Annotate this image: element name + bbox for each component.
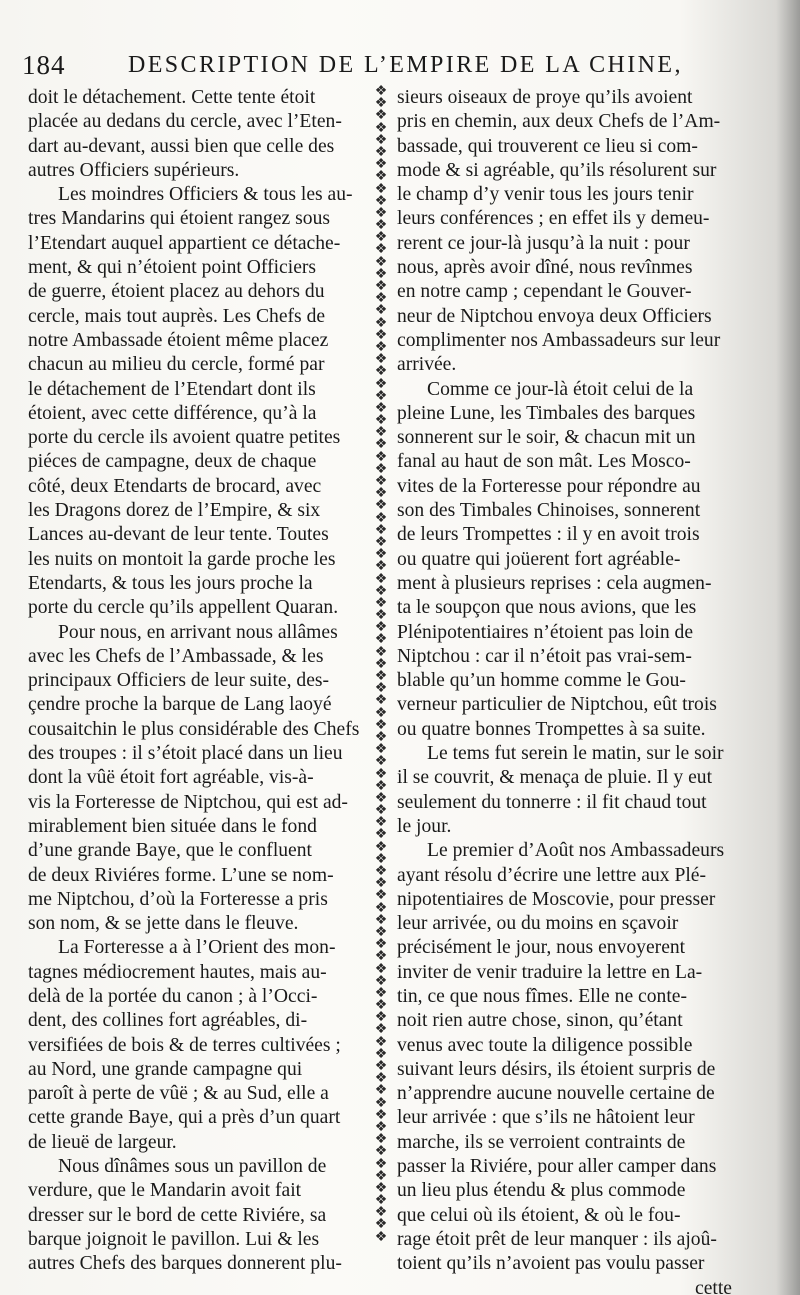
- text-line: mode & si agréable, qu’ils résolurent sur: [397, 159, 717, 181]
- text-line: nous, après avoir dîné, nous revînmes: [397, 257, 693, 279]
- text-line: arrivée.: [397, 354, 457, 376]
- fleuron-ornament: ❖: [374, 632, 388, 648]
- fleuron-ornament: ❖: [374, 1034, 388, 1050]
- text-line: au Nord, une grande campagne qui: [28, 1058, 303, 1080]
- fleuron-ornament: ❖: [374, 157, 388, 173]
- fleuron-ornament: ❖: [374, 681, 388, 697]
- text-line: leur arrivée : que s’ils ne hâtoient leur: [397, 1107, 695, 1129]
- text-line: tagnes médiocrement hautes, mais au-: [28, 961, 327, 983]
- fleuron-ornament: ❖: [374, 181, 388, 197]
- fleuron-ornament: ❖: [374, 303, 388, 319]
- fleuron-ornament: ❖: [374, 400, 388, 416]
- fleuron-ornament: ❖: [374, 510, 388, 526]
- fleuron-ornament: ❖: [374, 1022, 388, 1038]
- fleuron-ornament: ❖: [374, 352, 388, 368]
- fleuron-ornament: ❖: [374, 1217, 388, 1233]
- text-line: cousaitchin le plus considérable des Chefs: [28, 718, 360, 740]
- fleuron-ornament: ❖: [374, 1168, 388, 1184]
- text-line: fanal au haut de son mât. Les Mosco-: [397, 451, 691, 473]
- fleuron-ornament: ❖: [374, 973, 388, 989]
- fleuron-ornament: ❖: [374, 815, 388, 831]
- fleuron-ornament: ❖: [374, 1046, 388, 1062]
- text-line: tres Mandarins qui étoient rangez sous: [28, 208, 330, 230]
- text-line: doit le détachement. Cette tente étoit: [28, 87, 316, 108]
- fleuron-ornament: ❖: [374, 1156, 388, 1172]
- text-line: rage étoit prêt de leur manquer : ils ajoû-: [397, 1228, 717, 1250]
- text-line: ment, & qui n’étoient point Officiers: [28, 257, 317, 279]
- fleuron-ornament: ❖: [374, 230, 388, 246]
- fleuron-ornament: ❖: [374, 1107, 388, 1123]
- text-line: de lieuë de largeur.: [28, 1131, 177, 1153]
- text-line: côté, deux Etendarts de brocard, avec: [28, 475, 322, 497]
- text-line: rerent ce jour-là jusqu’à la nuit : pour: [397, 232, 690, 254]
- text-line: principaux Officiers de leur suite, des-: [28, 670, 330, 692]
- fleuron-ornament: ❖: [374, 1205, 388, 1221]
- fleuron-ornament: ❖: [374, 1059, 388, 1074]
- fleuron-ornament: ❖: [374, 96, 388, 112]
- fleuron-ornament: ❖: [374, 193, 388, 209]
- text-line: placée au dedans du cercle, avec l’Eten-: [28, 111, 342, 133]
- fleuron-ornament: ❖: [374, 766, 388, 782]
- catchword: cette: [695, 1277, 732, 1295]
- text-line: en notre camp ; cependant le Gouver-: [397, 281, 692, 303]
- fleuron-ornament: ❖: [374, 266, 388, 282]
- text-line: dart au-devant, aussi bien que celle des: [28, 135, 335, 157]
- text-line: versifiées de bois & de terres cultivées ;: [28, 1034, 341, 1056]
- fleuron-ornament: ❖: [374, 413, 388, 429]
- fleuron-ornament: ❖: [374, 656, 388, 672]
- fleuron-ornament: ❖: [374, 388, 388, 404]
- text-line: que celui où ils étoient, & où le fou-: [397, 1204, 681, 1226]
- text-line: porte du cercle qu’ils appellent Quaran.: [28, 597, 339, 619]
- fleuron-ornament: ❖: [374, 84, 388, 99]
- text-line: toient qu’ils n’avoient pas voulu passer: [397, 1253, 705, 1275]
- text-line: il se couvrit, & menaça de pluie. Il y eut: [397, 767, 713, 789]
- fleuron-ornament: ❖: [374, 985, 388, 1001]
- fleuron-ornament: ❖: [374, 912, 388, 928]
- text-line: delà de la portée du canon ; à l’Occi-: [28, 985, 318, 1007]
- right-column: [397, 86, 743, 1295]
- text-line: Etendarts, & tous les jours proche la: [28, 572, 313, 594]
- fleuron-ornament: ❖: [374, 717, 388, 733]
- fleuron-ornament: ❖: [374, 461, 388, 477]
- text-line: pleine Lune, les Timbales des barques: [397, 402, 696, 424]
- text-line: sieurs oiseaux de proye qu’ils avoient: [397, 87, 693, 108]
- text-line: un lieu plus étendu & plus commode: [397, 1180, 686, 1202]
- fleuron-ornament: ❖: [374, 1132, 388, 1148]
- text-line: tin, ce que nous fîmes. Elle ne conte-: [397, 985, 688, 1007]
- fleuron-ornament: ❖: [374, 254, 388, 270]
- fleuron-ornament: ❖: [374, 839, 388, 855]
- fleuron-ornament: ❖: [374, 1119, 388, 1135]
- fleuron-ornament: ❖: [374, 474, 388, 489]
- text-line: complimenter nos Ambassadeurs sur leur: [397, 329, 721, 351]
- text-line: autres Chefs des barques donnerent plu-: [28, 1253, 342, 1275]
- fleuron-ornament: ❖: [374, 827, 388, 843]
- text-line: son nom, & se jette dans le fleuve.: [28, 913, 299, 935]
- text-line: ta le soupçon que nous avions, que les: [397, 597, 697, 619]
- fleuron-ornament: ❖: [374, 1193, 388, 1209]
- text-line: cette grande Baye, qui a près d’un quart: [28, 1107, 341, 1129]
- fleuron-ornament: ❖: [374, 876, 388, 892]
- fleuron-ornament: ❖: [374, 608, 388, 624]
- text-line: ayant résolu d’écrire une lettre aux Plé-: [397, 864, 707, 886]
- text-line: marche, ils se verroient contraints de: [397, 1131, 686, 1153]
- text-line: çendre proche la barque de Lang laoyé: [28, 694, 332, 716]
- fleuron-ornament: ❖: [374, 376, 388, 392]
- text-line: verneur particulier de Niptchou, eût trois: [397, 694, 717, 716]
- fleuron-ornament: ❖: [374, 315, 388, 331]
- fleuron-ornament: ❖: [374, 120, 388, 136]
- fleuron-ornament: ❖: [374, 1083, 388, 1099]
- text-line: dresser sur le bord de cette Riviére, sa: [28, 1204, 327, 1226]
- fleuron-ornament: ❖: [374, 900, 388, 916]
- running-head: DESCRIPTION DE L’EMPIRE DE LA CHINE,: [128, 52, 683, 78]
- text-line: La Forteresse a à l’Orient des mon-: [58, 937, 336, 959]
- fleuron-ornament: ❖: [374, 169, 388, 185]
- text-line: autres Officiers supérieurs.: [28, 159, 240, 181]
- fleuron-ornament: ❖: [374, 742, 388, 758]
- fleuron-ornament: ❖: [374, 132, 388, 148]
- text-line: vites de la Forteresse pour répondre au: [397, 475, 701, 497]
- text-line: bassade, qui trouverent ce lieu si com-: [397, 135, 698, 157]
- text-line: barque joignoit le pavillon. Lui & les: [28, 1228, 320, 1250]
- text-line: dent, des collines fort agréables, di-: [28, 1010, 308, 1032]
- fleuron-ornament: ❖: [374, 778, 388, 794]
- text-line: suivant leurs désirs, ils étoient surpris de: [397, 1058, 716, 1080]
- text-line: piéces de campagne, deux de chaque: [28, 451, 317, 473]
- text-line: cercle, mais tout auprès. Les Chefs de: [28, 305, 326, 327]
- fleuron-ornament: ❖: [374, 693, 388, 709]
- page-number: 184: [22, 50, 66, 80]
- text-line: précisément le jour, nous envoyerent: [397, 937, 686, 959]
- text-line: verdure, que le Mandarin avoit fait: [28, 1180, 302, 1202]
- fleuron-ornament: ❖: [374, 498, 388, 514]
- fleuron-ornament: ❖: [374, 279, 388, 294]
- text-line: de guerre, étoient placez au dehors du: [28, 281, 325, 303]
- text-line: Niptchou : car il n’étoit pas vrai-sem-: [397, 645, 692, 667]
- fleuron-ornament: ❖: [374, 754, 388, 770]
- text-line: Le premier d’Août nos Ambassadeurs: [427, 840, 725, 862]
- text-line: chacun au milieu du cercle, formé par: [28, 354, 325, 376]
- text-line: inviter de venir traduire la lettre en La-: [397, 961, 703, 983]
- fleuron-ornament: ❖: [374, 961, 388, 977]
- fleuron-ornament: ❖: [374, 205, 388, 221]
- text-line: passer la Riviére, pour aller camper dans: [397, 1156, 717, 1178]
- text-line: le détachement de l’Etendart dont ils: [28, 378, 316, 400]
- fleuron-ornament: ❖: [374, 937, 388, 953]
- text-line: n’apprendre aucune nouvelle certaine de: [397, 1083, 715, 1105]
- text-line: Plénipotentiaires n’étoient pas loin de: [397, 621, 694, 643]
- fleuron-ornament: ❖: [374, 547, 388, 563]
- fleuron-ornament: ❖: [374, 620, 388, 636]
- fleuron-ornament: ❖: [374, 242, 388, 258]
- fleuron-ornament: ❖: [374, 559, 388, 575]
- fleuron-ornament: ❖: [374, 437, 388, 453]
- text-line: les nuits on montoit la garde proche les: [28, 548, 336, 570]
- text-line: ou quatre qui joüerent fort agréable-: [397, 548, 681, 570]
- fleuron-ornament: ❖: [374, 1144, 388, 1160]
- text-line: avec les Chefs de l’Ambassade, & les: [28, 645, 324, 667]
- text-line: ment à plusieurs reprises : cela augmen-: [397, 572, 712, 594]
- fleuron-ornament: ❖: [374, 888, 388, 904]
- text-line: Pour nous, en arrivant nous allâmes: [58, 621, 338, 643]
- text-line: d’une grande Baye, que le confluent: [28, 840, 312, 862]
- text-line: mirablement bien située dans le fond: [28, 815, 317, 837]
- fleuron-ornament: ❖: [374, 669, 388, 684]
- text-line: leur arrivée, ou du moins en sçavoir: [397, 913, 679, 935]
- text-line: le champ d’y venir tous les jours tenir: [397, 184, 694, 206]
- text-line: leurs conférences ; en effet ils y demeu-: [397, 208, 710, 230]
- fleuron-ornament: ❖: [374, 486, 388, 502]
- text-line: Lances au-devant de leur tente. Toutes: [28, 524, 329, 546]
- text-line: de leurs Trompettes : il y en avoit trois: [397, 524, 700, 546]
- fleuron-ornament: ❖: [374, 534, 388, 550]
- text-line: vis la Forteresse de Niptchou, qui est ad-: [28, 791, 348, 813]
- text-line: l’Etendart auquel appartient ce détache-: [28, 232, 341, 254]
- text-line: de deux Riviéres forme. L’une se nom-: [28, 864, 334, 886]
- text-line: paroît à perte de vûë ; & au Sud, elle a: [28, 1083, 329, 1105]
- fleuron-ornament: ❖: [374, 595, 388, 611]
- fleuron-ornament: ❖: [374, 1229, 388, 1245]
- fleuron-ornament: ❖: [374, 144, 388, 160]
- fleuron-ornament: ❖: [374, 790, 388, 806]
- fleuron-ornament: ❖: [374, 583, 388, 599]
- text-line: Nous dînâmes sous un pavillon de: [58, 1156, 327, 1178]
- text-line: me Niptchou, d’où la Forteresse a pris: [28, 888, 328, 910]
- fleuron-ornament: ❖: [374, 327, 388, 343]
- fleuron-ornament: ❖: [374, 522, 388, 538]
- fleuron-ornament: ❖: [374, 924, 388, 940]
- text-line: son des Timbales Chinoises, sonnerent: [397, 500, 701, 522]
- text-line: notre Ambassade étoient même placez: [28, 329, 329, 351]
- text-line: des troupes : il s’étoit placé dans un lieu: [28, 743, 343, 765]
- fleuron-ornament: ❖: [374, 729, 388, 745]
- text-line: Comme ce jour-là étoit celui de la: [427, 378, 694, 400]
- fleuron-ornament: ❖: [374, 1180, 388, 1196]
- fleuron-ornament: ❖: [374, 1095, 388, 1111]
- text-line: les Dragons dorez de l’Empire, & six: [28, 500, 321, 522]
- fleuron-ornament: ❖: [374, 864, 388, 879]
- fleuron-ornament: ❖: [374, 571, 388, 587]
- fleuron-ornament: ❖: [374, 108, 388, 124]
- fleuron-ornament: ❖: [374, 425, 388, 441]
- fleuron-ornament: ❖: [374, 291, 388, 307]
- text-line: étoient, avec cette différence, qu’à la: [28, 402, 317, 424]
- fleuron-ornament: ❖: [374, 644, 388, 660]
- fleuron-ornament: ❖: [374, 449, 388, 465]
- fleuron-ornament: ❖: [374, 705, 388, 721]
- fleuron-ornament: ❖: [374, 339, 388, 355]
- text-line: blable qu’un homme comme le Gou-: [397, 670, 686, 692]
- fleuron-ornament: ❖: [374, 218, 388, 234]
- text-line: neur de Niptchou envoya deux Officiers: [397, 305, 712, 327]
- fleuron-ornament: ❖: [374, 1071, 388, 1087]
- text-line: seulement du tonnerre : il fit chaud tout: [397, 791, 707, 813]
- text-line: venus avec toute la diligence possible: [397, 1034, 693, 1056]
- text-line: le jour.: [397, 815, 452, 837]
- text-line: ou quatre bonnes Trompettes à sa suite.: [397, 718, 706, 740]
- fleuron-ornament: ❖: [374, 998, 388, 1014]
- fleuron-ornament: ❖: [374, 364, 388, 380]
- text-line: Les moindres Officiers & tous les au-: [58, 184, 353, 206]
- left-column: [28, 86, 374, 1277]
- text-line: Le tems fut serein le matin, sur le soir: [427, 743, 724, 765]
- fleuron-ornament: ❖: [374, 851, 388, 867]
- text-line: noit rien autre chose, sinon, qu’étant: [397, 1010, 683, 1032]
- text-line: pris en chemin, aux deux Chefs de l’Am-: [397, 111, 721, 133]
- fleuron-ornament: ❖: [374, 1010, 388, 1026]
- fleuron-ornament: ❖: [374, 949, 388, 965]
- fleuron-ornament: ❖: [374, 803, 388, 819]
- text-line: nipotentiaires de Moscovie, pour presser: [397, 888, 716, 910]
- ornamental-column-divider: [371, 86, 391, 1256]
- text-line: sonnerent sur le soir, & chacun mit un: [397, 427, 696, 449]
- text-line: dont la vûë étoit fort agréable, vis-à-: [28, 767, 314, 789]
- text-line: porte du cercle ils avoient quatre petites: [28, 427, 341, 449]
